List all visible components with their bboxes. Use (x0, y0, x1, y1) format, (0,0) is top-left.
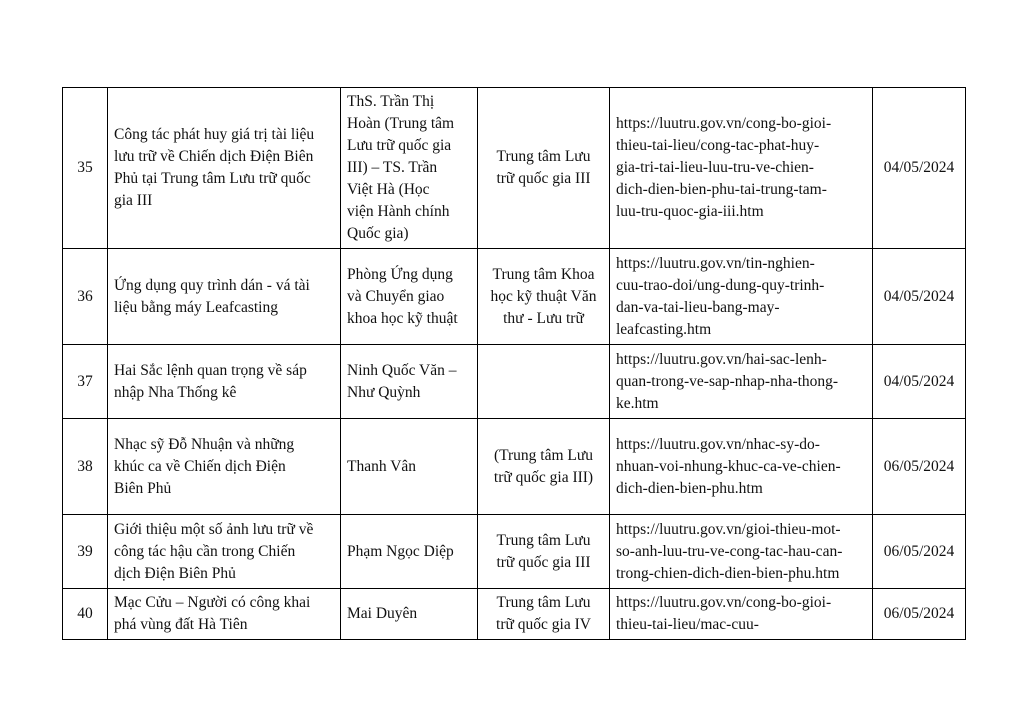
source-cell (478, 419, 610, 515)
source-cell (478, 515, 610, 589)
url-line[interactable]: https://luutru.gov.vn/hai-sac-lenh- (616, 350, 827, 368)
title-cell (108, 589, 341, 640)
title-line: liệu bằng máy Leafcasting (114, 298, 278, 316)
url-line[interactable]: so-anh-luu-tru-ve-cong-tac-hau-can- (616, 542, 843, 560)
table-row (63, 88, 966, 249)
title-line: gia III (114, 192, 153, 209)
url-line[interactable]: https://luutru.gov.vn/gioi-thieu-mot- (616, 520, 841, 538)
title-cell (108, 515, 341, 589)
title-line: phá vùng đất Hà Tiên (114, 616, 248, 633)
url-line[interactable]: dan-va-tai-lieu-bang-may- (616, 298, 780, 316)
row-number-cell: 36 (63, 249, 108, 345)
title-line: lưu trữ về Chiến dịch Điện Biên (114, 148, 314, 165)
author-line: Việt Hà (Học (347, 181, 430, 198)
source-cell (478, 345, 610, 419)
row-number-cell: 37 (63, 345, 108, 419)
title-line: nhập Nha Thống kê (114, 383, 237, 401)
source-line: trữ quốc gia IV (496, 616, 591, 633)
title-line: khúc ca về Chiến dịch Điện (114, 457, 286, 475)
url-line[interactable]: luu-tru-quoc-gia-iii.htm (616, 203, 764, 220)
url-cell (610, 249, 873, 345)
title-line: Công tác phát huy giá trị tài liệu (114, 126, 315, 143)
title-line: Phủ tại Trung tâm Lưu trữ quốc (114, 170, 311, 187)
url-cell (610, 419, 873, 515)
table-row (63, 515, 966, 589)
url-line[interactable]: quan-trong-ve-sap-nhap-nha-thong- (616, 372, 839, 390)
source-line: Trung tâm Lưu (496, 148, 591, 165)
author-line: và Chuyển giao (347, 287, 445, 305)
title-line: Biên Phủ (114, 479, 172, 497)
title-line: Hai Sắc lệnh quan trọng về sáp (114, 361, 307, 379)
date-cell: 04/05/2024 (873, 88, 966, 249)
date-cell: 04/05/2024 (873, 345, 966, 419)
source-line: Trung tâm Lưu (496, 531, 591, 549)
title-line: Mạc Cửu – Người có công khai (114, 594, 311, 611)
url-line[interactable]: ke.htm (616, 394, 659, 412)
author-line: Như Quỳnh (347, 383, 421, 401)
author-line: khoa học kỹ thuật (347, 309, 458, 327)
author-line: Hoàn (Trung tâm (347, 115, 455, 132)
author-cell (341, 419, 478, 515)
author-line: Mai Duyên (347, 605, 418, 622)
author-line: Ninh Quốc Văn – (347, 361, 457, 379)
author-cell (341, 88, 478, 249)
url-cell (610, 515, 873, 589)
title-line: Ứng dụng quy trình dán - vá tài (114, 276, 310, 294)
url-line[interactable]: nhuan-voi-nhung-khuc-ca-ve-chien- (616, 457, 841, 475)
title-cell (108, 419, 341, 515)
source-cell (478, 589, 610, 640)
source-line: trữ quốc gia III (496, 170, 591, 187)
author-line: ThS. Trần Thị (347, 93, 435, 110)
table-row (63, 589, 966, 640)
title-line: công tác hậu cần trong Chiến (114, 542, 296, 560)
author-line: Thanh Vân (347, 457, 417, 475)
table-row (63, 345, 966, 419)
author-cell (341, 589, 478, 640)
source-line: (Trung tâm Lưu (493, 446, 594, 464)
url-cell (610, 345, 873, 419)
url-line[interactable]: cuu-trao-doi/ung-dung-quy-trinh- (616, 276, 825, 294)
url-line[interactable]: dich-dien-bien-phu.htm (616, 479, 763, 497)
author-line: Phòng Ứng dụng (347, 265, 453, 283)
url-line[interactable]: https://luutru.gov.vn/cong-bo-gioi- (616, 594, 832, 611)
title-line: Nhạc sỹ Đỗ Nhuận và những (114, 435, 295, 453)
author-line: Quốc gia) (347, 225, 409, 242)
date-cell: 06/05/2024 (873, 589, 966, 640)
url-cell (610, 589, 873, 640)
title-cell (108, 345, 341, 419)
row-number-cell: 35 (63, 88, 108, 249)
url-line[interactable]: https://luutru.gov.vn/nhac-sy-do- (616, 435, 820, 453)
table-row (63, 419, 966, 515)
author-cell (341, 249, 478, 345)
title-line: dịch Điện Biên Phủ (114, 564, 236, 582)
source-line: thư - Lưu trữ (503, 309, 584, 327)
title-cell (108, 88, 341, 249)
url-line[interactable]: trong-chien-dich-dien-bien-phu.htm (616, 564, 840, 582)
author-line: Lưu trữ quốc gia (347, 137, 452, 154)
title-line: Giới thiệu một số ảnh lưu trữ về (114, 520, 314, 538)
document-table (62, 87, 966, 640)
author-cell (341, 345, 478, 419)
author-line: viện Hành chính (347, 203, 450, 220)
url-line[interactable]: thieu-tai-lieu/cong-tac-phat-huy- (616, 137, 820, 154)
date-cell: 06/05/2024 (873, 515, 966, 589)
author-line: Phạm Ngọc Diệp (347, 542, 454, 560)
url-line[interactable]: leafcasting.htm (616, 320, 712, 338)
url-line[interactable]: https://luutru.gov.vn/cong-bo-gioi- (616, 115, 832, 132)
source-line: Trung tâm Lưu (496, 594, 591, 611)
table-body (63, 88, 966, 640)
source-line: học kỹ thuật Văn (490, 287, 597, 305)
row-number-cell: 38 (63, 419, 108, 515)
url-cell (610, 88, 873, 249)
title-cell (108, 249, 341, 345)
author-line: III) – TS. Trần (347, 159, 438, 176)
source-cell (478, 88, 610, 249)
author-cell (341, 515, 478, 589)
url-line[interactable]: thieu-tai-lieu/mac-cuu- (616, 616, 759, 633)
date-cell: 04/05/2024 (873, 249, 966, 345)
source-line: trữ quốc gia III (496, 553, 591, 571)
source-line: trữ quốc gia III) (493, 468, 594, 486)
row-number-cell: 39 (63, 515, 108, 589)
source-cell (478, 249, 610, 345)
url-line[interactable]: https://luutru.gov.vn/tin-nghien- (616, 254, 815, 272)
row-number-cell: 40 (63, 589, 108, 640)
url-line[interactable]: gia-tri-tai-lieu-luu-tru-ve-chien- (616, 159, 814, 176)
url-line[interactable]: dich-dien-bien-phu-tai-trung-tam- (616, 181, 827, 198)
date-cell: 06/05/2024 (873, 419, 966, 515)
table-row (63, 249, 966, 345)
source-line: Trung tâm Khoa (492, 265, 595, 283)
